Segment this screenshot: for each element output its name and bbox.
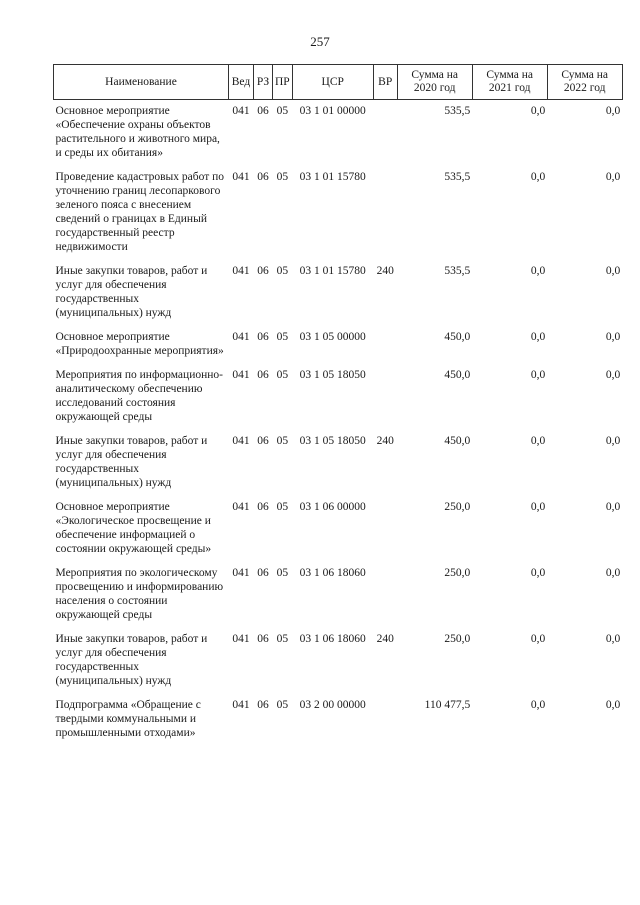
table-body: [54, 100, 623, 747]
row-name: Иные закупки товаров, работ и услуг для обеспечения государственных (муниципальных) нужд: [55, 633, 208, 687]
row-ved: 041: [232, 567, 250, 579]
row-pr: 05: [276, 567, 289, 579]
row-ved: 041: [232, 633, 250, 645]
row-sum-2020: 535,5: [444, 105, 471, 117]
row-csr: 03 1 01 00000: [299, 105, 366, 117]
row-sum-2021: 0,0: [530, 265, 546, 277]
table-row: [54, 364, 623, 430]
header-sum-2022: Сумма на 2022 год: [547, 65, 622, 100]
table-row: [54, 260, 623, 326]
row-sum-2021: 0,0: [530, 567, 546, 579]
budget-table: [53, 64, 623, 746]
row-pr: 05: [276, 105, 289, 117]
row-rz: 06: [257, 331, 269, 343]
row-ved: 041: [232, 699, 250, 711]
row-sum-2021: 0,0: [530, 435, 546, 447]
row-csr: 03 1 01 15780: [299, 265, 366, 277]
row-sum-2022: 0,0: [605, 435, 621, 447]
row-csr: 03 1 05 18050: [299, 369, 366, 381]
row-pr: 05: [276, 699, 289, 711]
table-row: [54, 100, 623, 167]
row-sum-2022: 0,0: [605, 567, 621, 579]
row-ved: 041: [232, 369, 250, 381]
row-sum-2020: 110 477,5: [424, 699, 471, 711]
row-ved: 041: [232, 171, 250, 183]
row-pr: 05: [276, 435, 289, 447]
row-sum-2022: 0,0: [605, 265, 621, 277]
row-sum-2022: 0,0: [605, 369, 621, 381]
row-sum-2021: 0,0: [530, 331, 546, 343]
row-name: Основное мероприятие «Экологическое просвещение и обеспечение информацией о состоянии окружающей среды»: [55, 501, 212, 555]
row-sum-2020: 250,0: [444, 567, 471, 579]
row-vr: [373, 100, 397, 167]
row-vr: 240: [376, 265, 394, 277]
header-sum-2020: Сумма на 2020 год: [397, 65, 472, 100]
row-ved: 041: [232, 501, 250, 513]
row-rz: 06: [257, 699, 269, 711]
row-name: Иные закупки товаров, работ и услуг для обеспечения государственных (муниципальных) нужд: [55, 265, 208, 319]
row-pr: 05: [276, 331, 289, 343]
row-sum-2020: 450,0: [444, 369, 471, 381]
table-row: [54, 326, 623, 364]
row-sum-2021: 0,0: [530, 633, 546, 645]
table-row: [54, 562, 623, 628]
row-csr: 03 2 00 00000: [299, 699, 366, 711]
header-csr: ЦСР: [292, 65, 373, 100]
row-name: Основное мероприятие «Обеспечение охраны объектов растительного и животного мира, и среды их обитания»: [55, 105, 220, 159]
header-sum-2021: Сумма на 2021 год: [472, 65, 547, 100]
row-rz: 06: [257, 171, 269, 183]
row-sum-2022: 0,0: [605, 699, 621, 711]
row-sum-2022: 0,0: [605, 105, 621, 117]
row-rz: 06: [257, 567, 269, 579]
row-name: Проведение кадастровых работ по уточнению границ лесопаркового зеленого пояса с внесением сведений о границах в Единый государственный реестр недвижимости: [55, 171, 224, 253]
row-vr: [373, 496, 397, 562]
row-name: Мероприятия по информационно-аналитическому обеспечению исследований состояния окружающей среды: [55, 369, 223, 423]
row-pr: 05: [276, 171, 289, 183]
table-row: [54, 496, 623, 562]
row-sum-2022: 0,0: [605, 633, 621, 645]
row-sum-2020: 450,0: [444, 435, 471, 447]
header-vr: ВР: [373, 65, 397, 100]
table-row: [54, 694, 623, 746]
row-ved: 041: [232, 331, 250, 343]
row-vr: [373, 326, 397, 364]
row-vr: [373, 364, 397, 430]
row-ved: 041: [232, 105, 250, 117]
row-name: Основное мероприятие «Природоохранные мероприятия»: [55, 331, 224, 357]
row-pr: 05: [276, 633, 289, 645]
row-sum-2021: 0,0: [530, 171, 546, 183]
row-vr: 240: [376, 435, 394, 447]
row-sum-2020: 250,0: [444, 501, 471, 513]
row-rz: 06: [257, 501, 269, 513]
row-sum-2022: 0,0: [605, 171, 621, 183]
row-sum-2021: 0,0: [530, 699, 546, 711]
table-header-row: [54, 65, 623, 100]
row-vr: 240: [376, 633, 394, 645]
row-sum-2020: 250,0: [444, 633, 471, 645]
row-pr: 05: [276, 501, 289, 513]
row-rz: 06: [257, 435, 269, 447]
row-name: Мероприятия по экологическому просвещению и информированию населения о состоянии окружающей среды: [55, 567, 224, 621]
table-row: [54, 628, 623, 694]
row-csr: 03 1 05 18050: [299, 435, 366, 447]
table-row: [54, 430, 623, 496]
row-csr: 03 1 01 15780: [299, 171, 366, 183]
row-sum-2022: 0,0: [605, 501, 621, 513]
row-sum-2021: 0,0: [530, 105, 546, 117]
row-sum-2020: 535,5: [444, 265, 471, 277]
row-csr: 03 1 06 18060: [299, 633, 366, 645]
row-rz: 06: [257, 633, 269, 645]
row-rz: 06: [257, 105, 269, 117]
row-sum-2020: 535,5: [444, 171, 471, 183]
row-pr: 05: [276, 265, 289, 277]
row-vr: [373, 694, 397, 746]
header-rz: РЗ: [254, 65, 273, 100]
row-rz: 06: [257, 369, 269, 381]
row-ved: 041: [232, 435, 250, 447]
row-sum-2022: 0,0: [605, 331, 621, 343]
row-name: Иные закупки товаров, работ и услуг для обеспечения государственных (муниципальных) нужд: [55, 435, 208, 489]
row-csr: 03 1 06 00000: [299, 501, 366, 513]
row-sum-2021: 0,0: [530, 501, 546, 513]
header-ved: Вед: [229, 65, 254, 100]
row-sum-2020: 450,0: [444, 331, 471, 343]
row-sum-2021: 0,0: [530, 369, 546, 381]
header-pr: ПР: [273, 65, 293, 100]
row-rz: 06: [257, 265, 269, 277]
page-number: 257: [310, 34, 330, 49]
row-vr: [373, 562, 397, 628]
table-row: [54, 166, 623, 260]
row-csr: 03 1 06 18060: [299, 567, 366, 579]
row-ved: 041: [232, 265, 250, 277]
row-csr: 03 1 05 00000: [299, 331, 366, 343]
row-pr: 05: [276, 369, 289, 381]
row-vr: [373, 166, 397, 260]
header-name: Наименование: [54, 65, 229, 100]
row-name: Подпрограмма «Обращение с твердыми коммунальными и промышленными отходами»: [55, 699, 201, 739]
